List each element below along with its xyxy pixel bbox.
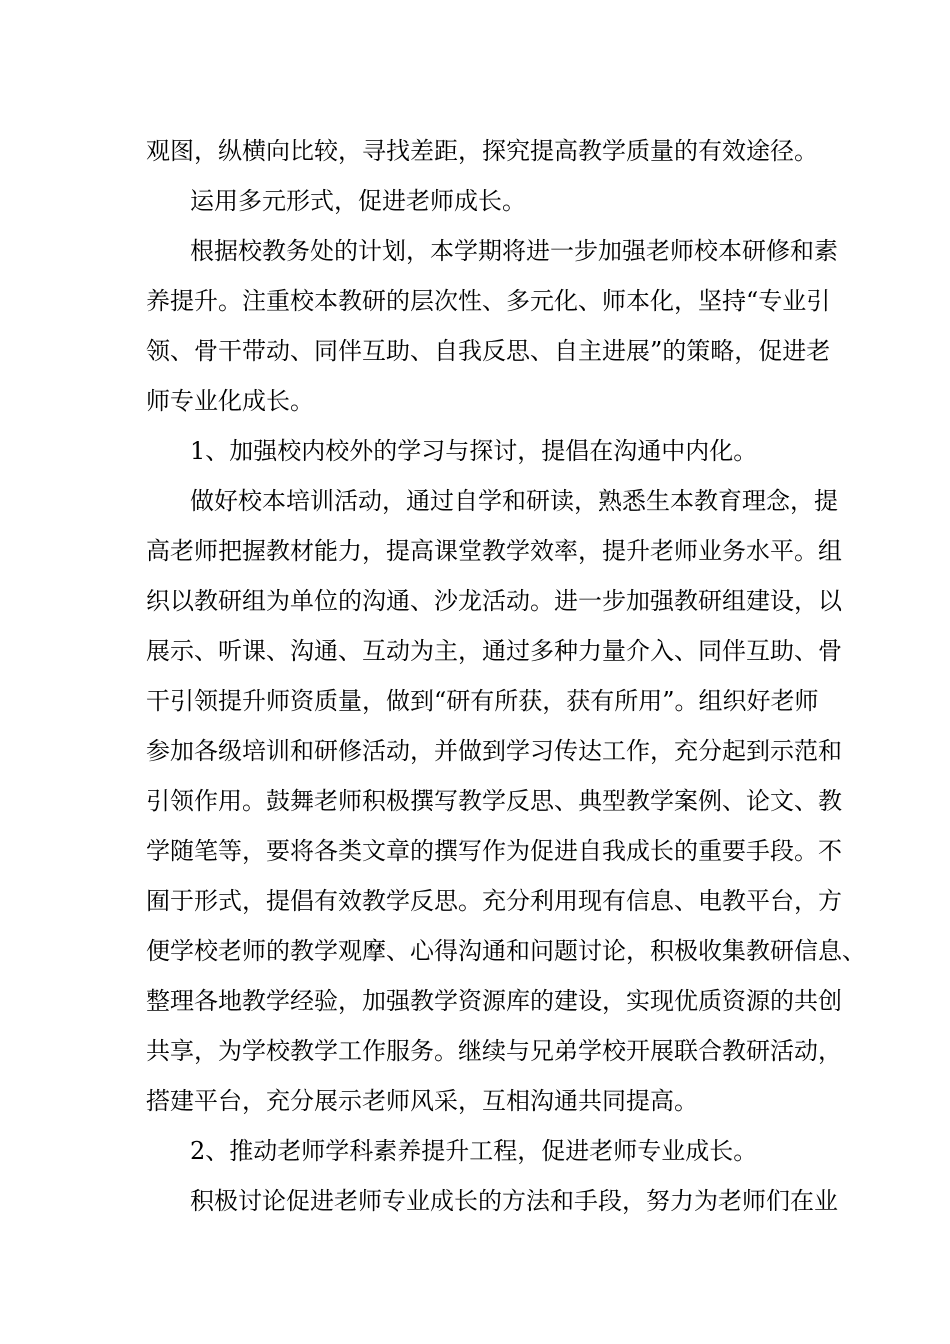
text-line-19: 共享，为学校教学工作服务。继续与兄弟学校开展联合教研活动，: [146, 1037, 842, 1065]
text-line-14: 引领作用。鼓舞老师积极撰写教学反思、典型教学案例、论文、教: [146, 787, 842, 815]
text-line-9: 高老师把握教材能力，提高课堂教学效率，提升老师业务水平。组: [146, 537, 842, 565]
text-line-11: 展示、听课、沟通、互动为主，通过多种力量介入、同伴互助、骨: [146, 637, 842, 665]
text-line-18: 整理各地教学经验，加强教学资源库的建设，实现优质资源的共创: [146, 987, 842, 1015]
text-line-12: 干引领提升师资质量，做到“研有所获，获有所用”。组织好老师: [146, 687, 819, 715]
section-heading: 运用多元形式，促进老师成长。: [190, 187, 526, 215]
subheading-1: 1、加强校内校外的学习与探讨，提倡在沟通中内化。: [190, 437, 758, 465]
text-line-13: 参加各级培训和研修活动，并做到学习传达工作，充分起到示范和: [146, 737, 842, 765]
subheading-2: 2、推动老师学科素养提升工程，促进老师专业成长。: [190, 1137, 758, 1165]
text-line-8: 做好校本培训活动，通过自学和研读，熟悉生本教育理念，提: [190, 487, 838, 515]
text-line-1: 观图，纵横向比较，寻找差距，探究提高教学质量的有效途径。: [146, 137, 818, 165]
text-line-17: 便学校老师的教学观摩、心得沟通和问题讨论，积极收集教研信息、: [146, 937, 866, 965]
text-line-5: 领、骨干带动、同伴互助、自我反思、自主进展”的策略，促进老: [146, 337, 831, 365]
text-line-16: 囿于形式，提倡有效教学反思。充分利用现有信息、电教平台，方: [146, 887, 842, 915]
text-line-10: 织以教研组为单位的沟通、沙龙活动。进一步加强教研组建设，以: [146, 587, 842, 615]
text-line-15: 学随笔等，要将各类文章的撰写作为促进自我成长的重要手段。不: [146, 837, 842, 865]
text-line-3: 根据校教务处的计划，本学期将进一步加强老师校本研修和素: [190, 237, 838, 265]
text-line-6: 师专业化成长。: [146, 387, 314, 415]
text-line-4: 养提升。注重校本教研的层次性、多元化、师本化，坚持“专业引: [146, 287, 831, 315]
text-line-22: 积极讨论促进老师专业成长的方法和手段，努力为老师们在业: [190, 1187, 838, 1215]
text-line-20: 搭建平台，充分展示老师风采，互相沟通共同提高。: [146, 1087, 698, 1115]
